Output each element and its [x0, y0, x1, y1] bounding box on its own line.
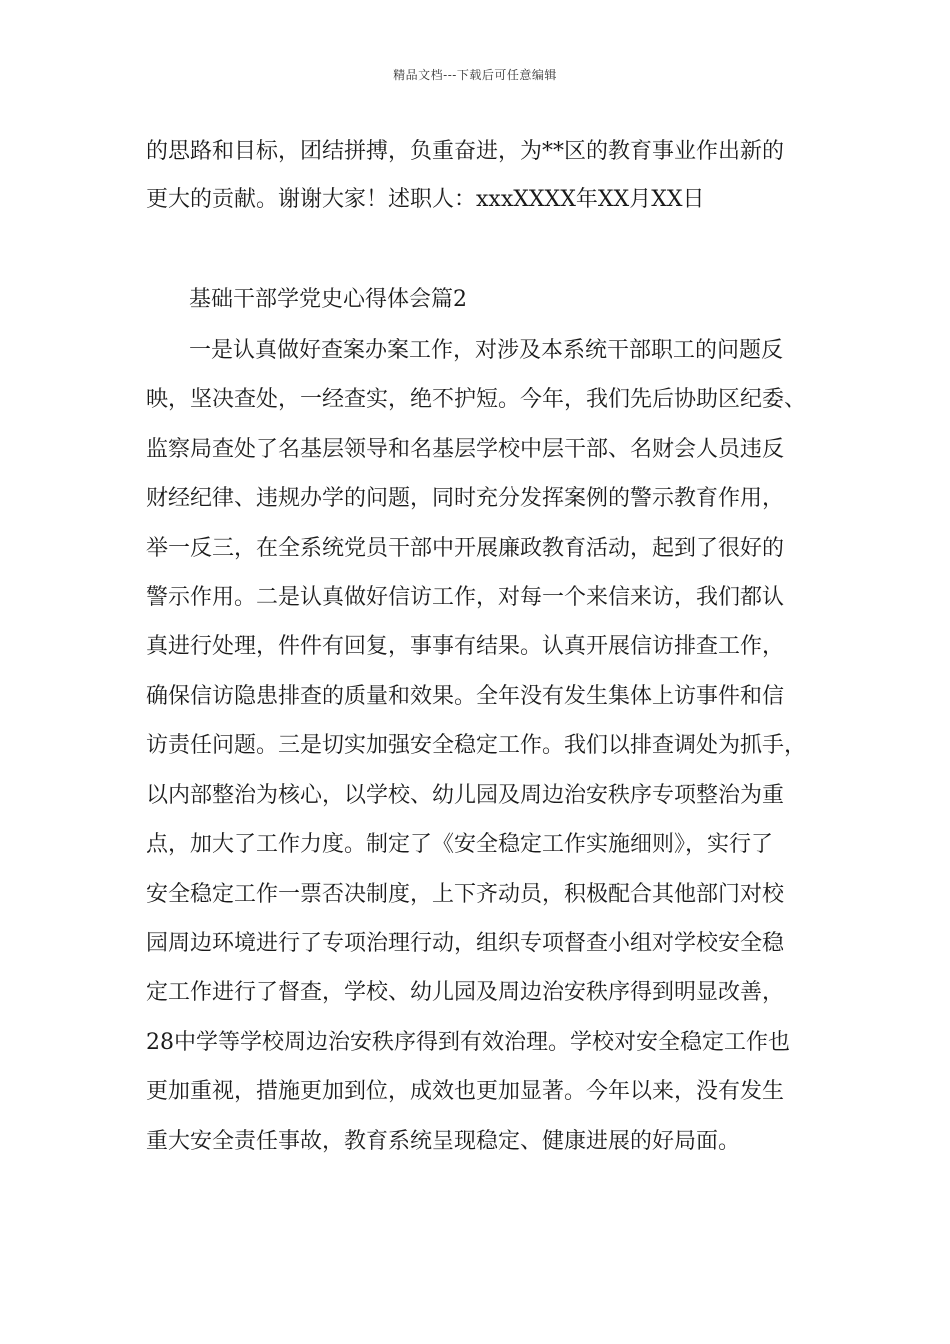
body-line: 以内部整治为核心，以学校、幼儿园及周边治安秩序专项整治为重: [146, 783, 785, 808]
body-line: 更加重视，措施更加到位，成效也更加显著。今年以来，没有发生: [146, 1079, 785, 1104]
page-header: 精品文档---下载后可任意编辑: [393, 68, 557, 82]
body-line: 园周边环境进行了专项治理行动，组织专项督查小组对学校安全稳: [146, 931, 785, 956]
body-line: 重大安全责任事故，教育系统呈现稳定、健康进展的好局面。: [146, 1129, 741, 1154]
body-line: 举一反三，在全系统党员干部中开展廉政教育活动，起到了很好的: [146, 536, 785, 561]
intro-line: 更大的贡献。谢谢大家！述职人：xxxXXXX年XX月XX日: [146, 187, 705, 212]
section-title: 基础干部学党史心得体会篇2: [189, 287, 467, 312]
body-line: 映，坚决查处，一经查实，绝不护短。今年，我们先后协助区纪委、: [146, 387, 807, 412]
body-line: 定工作进行了督查，学校、幼儿园及周边治安秩序得到明显改善，: [146, 980, 785, 1005]
body-line: 28中学等学校周边治安秩序得到有效治理。学校对安全稳定工作也: [146, 1030, 790, 1055]
body-line: 确保信访隐患排查的质量和效果。全年没有发生集体上访事件和信: [146, 684, 785, 709]
intro-line: 的思路和目标，团结拼搏，负重奋进，为**区的教育事业作出新的: [146, 139, 785, 164]
body-line: 一是认真做好查案办案工作，对涉及本系统干部职工的问题反: [189, 338, 784, 363]
body-line: 安全稳定工作一票否决制度，上下齐动员，积极配合其他部门对校: [146, 882, 785, 907]
body-line: 警示作用。二是认真做好信访工作，对每一个来信来访，我们都认: [146, 585, 785, 610]
body-line: 监察局查处了名基层领导和名基层学校中层干部、名财会人员违反: [146, 437, 785, 462]
body-line: 真进行处理，件件有回复，事事有结果。认真开展信访排查工作，: [146, 634, 785, 659]
body-line: 财经纪律、违规办学的问题，同时充分发挥案例的警示教育作用，: [146, 486, 785, 511]
body-line: 访责任问题。三是切实加强安全稳定工作。我们以排查调处为抓手，: [146, 733, 807, 758]
body-line: 点，加大了工作力度。制定了《安全稳定工作实施细则》，实行了: [146, 832, 774, 857]
